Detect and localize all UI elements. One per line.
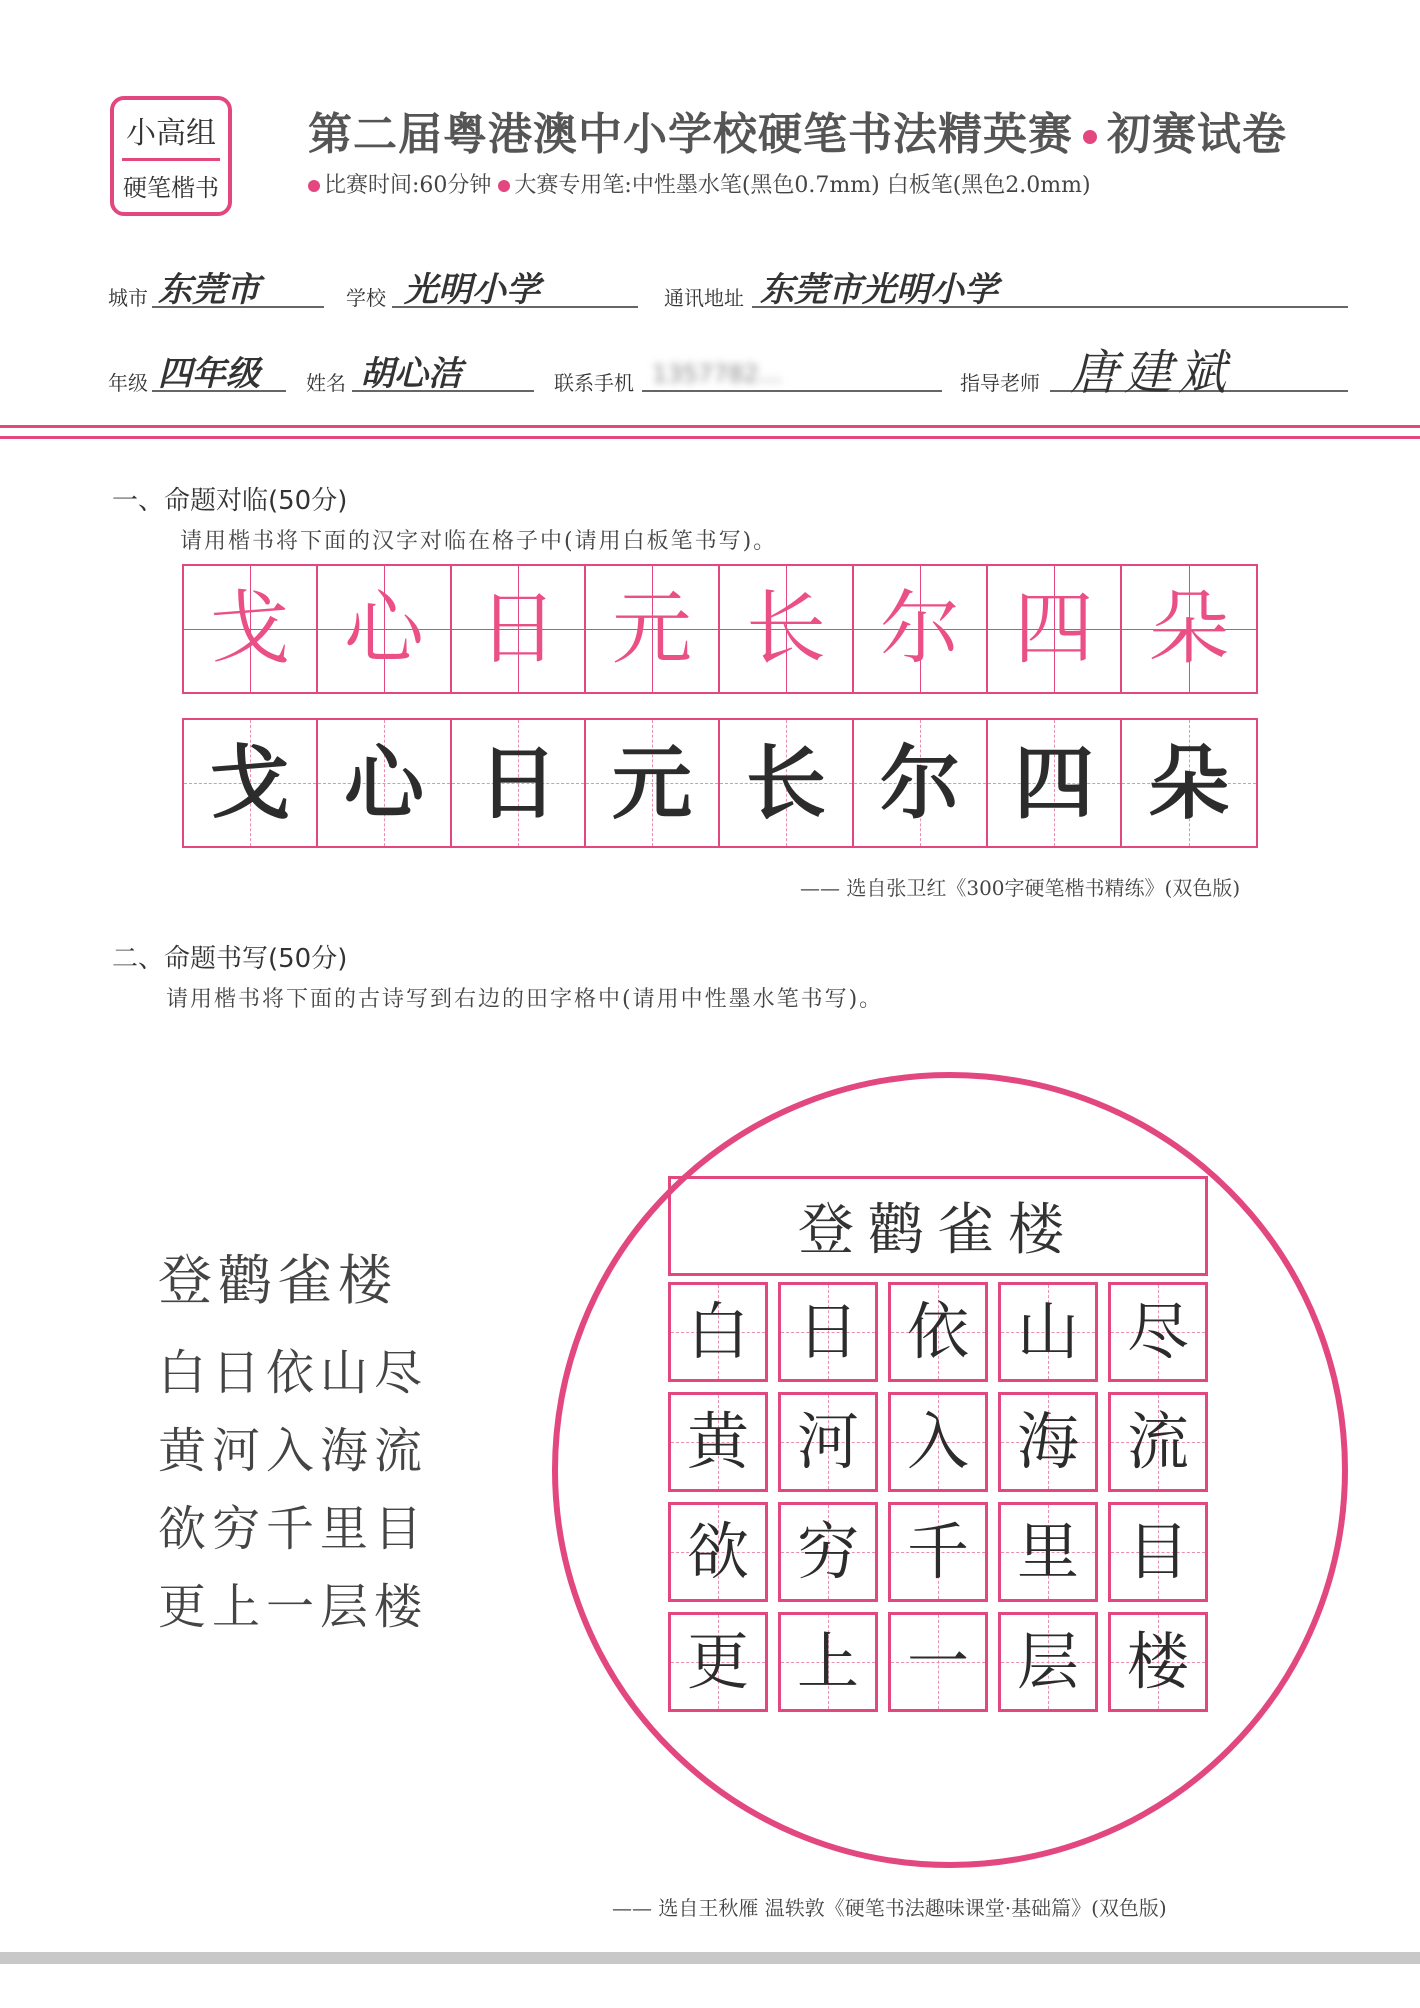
tianzige-char: 欲 bbox=[686, 1515, 749, 1588]
poem-title: 登鹳雀楼 bbox=[158, 1249, 398, 1312]
grid-cell bbox=[184, 566, 318, 692]
tianzige-char: 里 bbox=[1016, 1515, 1079, 1588]
tianzige-grid[interactable] bbox=[668, 1282, 1208, 1712]
grid-char: 心 bbox=[344, 736, 424, 830]
tianzige-char: 海 bbox=[1016, 1405, 1079, 1478]
grid-char: 朵 bbox=[1149, 736, 1229, 830]
exam-info bbox=[308, 168, 1091, 199]
name-label: 姓名 bbox=[306, 371, 346, 395]
exam-pen: 大赛专用笔:中性墨水笔(黑色0.7mm) 白板笔(黑色2.0mm) bbox=[514, 173, 1091, 198]
grid-cell[interactable] bbox=[1122, 720, 1256, 846]
grid-cell bbox=[854, 566, 988, 692]
tianzige-char: 目 bbox=[1126, 1515, 1189, 1588]
tianzige-cell[interactable] bbox=[888, 1502, 988, 1602]
bullet-dot bbox=[308, 180, 320, 192]
grid-cell[interactable] bbox=[184, 720, 318, 846]
copy-row[interactable] bbox=[182, 718, 1258, 848]
grid-char: 尔 bbox=[880, 582, 960, 675]
grid-cell bbox=[1122, 566, 1256, 692]
style-label: 硬笔楷书 bbox=[123, 174, 219, 202]
grid-char: 长 bbox=[746, 582, 826, 675]
grid-cell[interactable] bbox=[452, 720, 586, 846]
teacher-value: 唐建斌 bbox=[1070, 345, 1233, 401]
grid-cell[interactable] bbox=[720, 720, 854, 846]
group-badge bbox=[110, 96, 232, 216]
grid-cell bbox=[586, 566, 720, 692]
phone-value: 1357782... bbox=[652, 360, 782, 388]
tianzige-char: 尽 bbox=[1126, 1295, 1189, 1368]
tianzige-cell[interactable] bbox=[1108, 1282, 1208, 1382]
grade-label: 年级 bbox=[108, 371, 148, 395]
grid-cell[interactable] bbox=[988, 720, 1122, 846]
grid-cell[interactable] bbox=[318, 720, 452, 846]
written-title: 登鹳雀楼 bbox=[798, 1198, 1078, 1263]
tianzige-char: 楼 bbox=[1126, 1625, 1189, 1698]
grid-char: 尔 bbox=[880, 736, 960, 830]
phone-label: 联系手机 bbox=[554, 371, 634, 395]
tianzige-cell[interactable] bbox=[668, 1282, 768, 1382]
tianzige-cell[interactable] bbox=[1108, 1612, 1208, 1712]
tianzige-cell[interactable] bbox=[888, 1392, 988, 1492]
tianzige-char: 山 bbox=[1016, 1295, 1079, 1368]
tianzige-char: 一 bbox=[906, 1625, 969, 1698]
tianzige-char: 日 bbox=[796, 1295, 859, 1368]
tianzige-cell[interactable] bbox=[998, 1282, 1098, 1382]
tianzige-cell[interactable] bbox=[778, 1392, 878, 1492]
tianzige-cell[interactable] bbox=[888, 1282, 988, 1382]
tianzige-char: 入 bbox=[906, 1405, 969, 1478]
bullet-dot bbox=[498, 180, 510, 192]
grid-cell[interactable] bbox=[586, 720, 720, 846]
grid-char: 日 bbox=[478, 582, 558, 675]
tianzige-char: 更 bbox=[686, 1625, 749, 1698]
tianzige-char: 依 bbox=[906, 1295, 969, 1368]
tianzige-char: 穷 bbox=[796, 1515, 859, 1588]
section2-title: 二、命题书写(50分) bbox=[112, 944, 348, 974]
written-title-box[interactable] bbox=[668, 1176, 1208, 1276]
tianzige-char: 流 bbox=[1126, 1405, 1189, 1478]
grid-cell bbox=[318, 566, 452, 692]
tianzige-cell[interactable] bbox=[1108, 1502, 1208, 1602]
title-main: 第二届粤港澳中小学校硬笔书法精英赛 bbox=[308, 109, 1073, 160]
grid-cell bbox=[988, 566, 1122, 692]
city-value: 东莞市 bbox=[158, 270, 260, 310]
tianzige-char: 河 bbox=[796, 1405, 859, 1478]
grid-char: 四 bbox=[1014, 736, 1094, 830]
tianzige-char: 上 bbox=[796, 1625, 859, 1698]
grid-char: 戈 bbox=[210, 736, 290, 830]
tianzige-char: 白 bbox=[686, 1295, 749, 1368]
tianzige-cell[interactable] bbox=[778, 1612, 878, 1712]
grid-char: 戈 bbox=[210, 582, 290, 675]
grid-char: 长 bbox=[746, 736, 826, 830]
tianzige-char: 层 bbox=[1016, 1625, 1079, 1698]
section1-title: 一、命题对临(50分) bbox=[112, 486, 348, 516]
poem-line: 白日依山尽 bbox=[158, 1345, 429, 1401]
tianzige-cell[interactable] bbox=[888, 1612, 988, 1712]
grade-value: 四年级 bbox=[158, 354, 260, 394]
city-label: 城市 bbox=[108, 286, 148, 310]
grid-char: 四 bbox=[1014, 582, 1094, 675]
tianzige-cell[interactable] bbox=[998, 1502, 1098, 1602]
grid-char: 朵 bbox=[1149, 582, 1229, 675]
tianzige-char: 黄 bbox=[686, 1405, 749, 1478]
title-tail: 初赛试卷 bbox=[1107, 109, 1287, 160]
bottom-bar bbox=[0, 1952, 1420, 1964]
address-label: 通讯地址 bbox=[664, 286, 744, 310]
exam-time: 比赛时间:60分钟 bbox=[324, 173, 492, 198]
grid-cell bbox=[452, 566, 586, 692]
grid-char: 元 bbox=[612, 582, 692, 675]
group-label: 小高组 bbox=[126, 116, 216, 151]
grid-cell bbox=[720, 566, 854, 692]
tianzige-cell[interactable] bbox=[998, 1392, 1098, 1492]
section2-desc: 请用楷书将下面的古诗写到右边的田字格中(请用中性墨水笔书写)。 bbox=[166, 987, 884, 1012]
tianzige-cell[interactable] bbox=[1108, 1392, 1208, 1492]
grid-char: 日 bbox=[478, 736, 558, 830]
poem-line: 欲穷千里目 bbox=[158, 1501, 429, 1557]
section2-credit: —— 选自王秋雁 温轶敦《硬笔书法趣味课堂·基础篇》(双色版) bbox=[612, 1896, 1167, 1920]
grid-char: 心 bbox=[344, 582, 424, 675]
header-divider bbox=[0, 436, 1420, 439]
tianzige-cell[interactable] bbox=[668, 1612, 768, 1712]
tianzige-cell[interactable] bbox=[998, 1612, 1098, 1712]
title-dot bbox=[1083, 130, 1097, 144]
school-value: 光明小学 bbox=[404, 270, 540, 310]
badge-divider bbox=[122, 158, 220, 161]
tianzige-cell[interactable] bbox=[778, 1502, 878, 1602]
teacher-label: 指导老师 bbox=[960, 371, 1040, 395]
model-row bbox=[182, 564, 1258, 694]
tianzige-cell[interactable] bbox=[778, 1282, 878, 1382]
name-value: 胡心洁 bbox=[360, 354, 462, 394]
poem-line: 更上一层楼 bbox=[158, 1579, 429, 1635]
header-divider bbox=[0, 425, 1420, 428]
address-value: 东莞市光明小学 bbox=[760, 270, 998, 310]
school-label: 学校 bbox=[346, 286, 386, 310]
tianzige-cell[interactable] bbox=[668, 1392, 768, 1492]
grid-char: 元 bbox=[612, 736, 692, 830]
tianzige-cell[interactable] bbox=[668, 1502, 768, 1602]
page-title bbox=[308, 98, 1287, 162]
grid-cell[interactable] bbox=[854, 720, 988, 846]
section1-desc: 请用楷书将下面的汉字对临在格子中(请用白板笔书写)。 bbox=[180, 529, 778, 554]
poem-line: 黄河入海流 bbox=[158, 1423, 429, 1479]
section1-credit: —— 选自张卫红《300字硬笔楷书精练》(双色版) bbox=[800, 876, 1241, 900]
tianzige-char: 千 bbox=[906, 1515, 969, 1588]
